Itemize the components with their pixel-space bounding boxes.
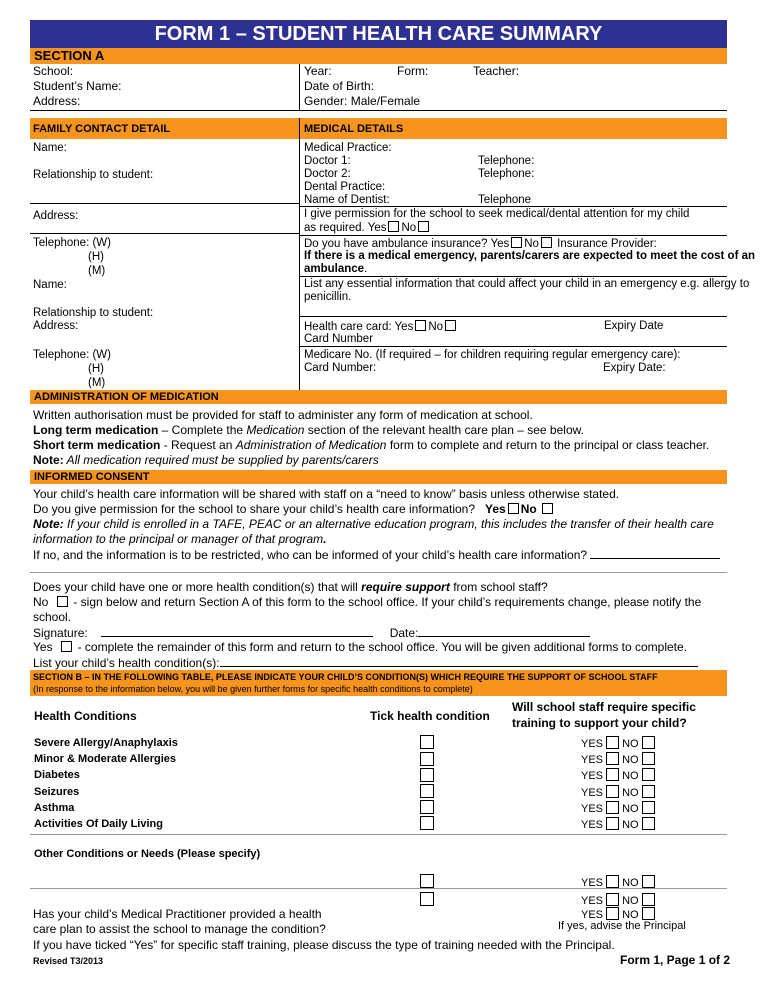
long-term-line: [33, 423, 584, 438]
no-label: NO: [622, 738, 639, 750]
training-col-header-1: Will school staff require specific: [512, 700, 696, 714]
consent-line1: Your child’s health care information will be shared with staff on a “need to know” basis unless otherwise stated.: [33, 487, 620, 501]
dentist-telephone[interactable]: Telephone: [478, 194, 532, 206]
dob-field[interactable]: Date of Birth:: [304, 79, 375, 93]
if-yes-advise-principal: If yes, advise the Principal: [558, 920, 686, 932]
health-card-yes-checkbox[interactable]: [415, 320, 426, 331]
no-label: NO: [622, 909, 639, 921]
medicare-label: Medicare No. (If required – for children requiring regular emergency care):: [304, 349, 681, 361]
consent-note-1: [33, 517, 714, 532]
condition-no-checkbox[interactable]: [57, 596, 68, 607]
condition-list-input[interactable]: [220, 655, 698, 667]
condition-list-label: List your child’s health condition(s):: [33, 656, 220, 670]
permission-text-1: I give permission for the school to seek medical/dental attention for my child: [304, 208, 690, 220]
ambulance-no-checkbox[interactable]: [541, 237, 552, 248]
divider: [300, 346, 727, 347]
no-label: NO: [622, 770, 639, 782]
condition-tick-checkbox[interactable]: [420, 784, 434, 798]
essential-info-2: penicillin.: [304, 291, 352, 303]
medical-practice[interactable]: Medical Practice:: [304, 142, 392, 154]
no-label: NO: [622, 895, 639, 907]
signature-label: Signature:: [33, 626, 88, 640]
other-conditions-label: Other Conditions or Needs (Please specify): [34, 848, 261, 860]
condition-tick-checkbox[interactable]: [420, 752, 434, 766]
medicare-card-number[interactable]: Card Number:: [304, 362, 377, 374]
training-yes-no: [581, 752, 655, 767]
essential-info-1[interactable]: List any essential information that could affect your child in an emergency e.g. allergy to: [304, 278, 750, 290]
no-checkbox[interactable]: [642, 752, 655, 765]
no-checkbox[interactable]: [642, 875, 655, 888]
consent-note-label: Note:: [33, 517, 64, 531]
family-name-2[interactable]: Name:: [33, 279, 67, 291]
revision-label: Revised T3/2013: [33, 956, 104, 966]
yes-label: YES: [581, 754, 604, 766]
no-checkbox[interactable]: [642, 785, 655, 798]
yes-checkbox[interactable]: [606, 785, 619, 798]
no-label: NO: [622, 819, 639, 831]
no-label: NO: [622, 803, 639, 815]
training-col-header-2: training to support your child?: [512, 716, 687, 730]
insurance-provider-label: Insurance Provider:: [557, 238, 657, 250]
no-checkbox[interactable]: [642, 736, 655, 749]
condition-question-a: Does your child have one or more health condition(s) that will: [33, 580, 362, 594]
yes-label: YES: [581, 877, 604, 889]
address-field[interactable]: Address:: [33, 94, 81, 108]
training-discussion-note: If you have ticked “Yes” for specific staff training, please discuss the type of training needed with the Principal.: [33, 938, 615, 952]
yes-label: YES: [581, 787, 604, 799]
dental-practice[interactable]: Dental Practice:: [304, 181, 386, 193]
yes-label: YES: [581, 738, 604, 750]
no-checkbox[interactable]: [642, 817, 655, 830]
consent-yes-label: Yes: [485, 502, 506, 516]
consent-no-checkbox[interactable]: [542, 503, 553, 514]
family-relationship-2[interactable]: Relationship to student:: [33, 307, 154, 319]
health-card-number[interactable]: Card Number: [304, 333, 374, 345]
emergency-note-ambulance: ambulance: [304, 263, 365, 275]
yes-label: YES: [581, 909, 604, 921]
family-telephone-h-1[interactable]: (H): [88, 251, 104, 263]
permission-no-checkbox[interactable]: [418, 221, 429, 232]
health-card-yes-label: Health care card: Yes: [304, 321, 414, 333]
condition-tick-checkbox[interactable]: [420, 768, 434, 782]
condition-question-c: from school staff?: [449, 580, 548, 594]
teacher-field[interactable]: Teacher:: [473, 64, 520, 78]
divider: [300, 206, 727, 207]
form-title: FORM 1 – STUDENT HEALTH CARE SUMMARY: [30, 20, 727, 48]
permission-line: [304, 221, 431, 235]
tick-condition-col-header: Tick health condition: [370, 709, 490, 723]
no-checkbox[interactable]: [642, 893, 655, 906]
condition-no-line: [33, 595, 701, 610]
gender-field[interactable]: Gender: Male/Female: [304, 94, 421, 108]
no-checkbox[interactable]: [642, 768, 655, 781]
page-number: Form 1, Page 1 of 2: [620, 953, 731, 967]
family-telephone-w-2[interactable]: Telephone: (W): [33, 349, 111, 361]
yes-checkbox[interactable]: [606, 893, 619, 906]
family-telephone-w-1[interactable]: Telephone: (W): [33, 237, 111, 249]
yes-checkbox[interactable]: [606, 752, 619, 765]
family-telephone-m-1[interactable]: (M): [88, 265, 106, 277]
medical-details-heading: MEDICAL DETAILS: [304, 123, 404, 135]
signature-line: [33, 625, 590, 641]
consent-yes-checkbox[interactable]: [508, 503, 519, 514]
divider: [30, 572, 727, 573]
doctor-1[interactable]: Doctor 1:: [304, 155, 351, 167]
other-condition-tick-checkbox[interactable]: [420, 892, 434, 906]
admin-med-line1: Written authorisation must be provided for staff to administer any form of medication at school.: [33, 408, 533, 422]
family-address-2[interactable]: Address:: [33, 320, 79, 332]
health-plan-question-2: care plan to assist the school to manage the condition?: [33, 922, 326, 936]
doctor-2-telephone[interactable]: Telephone:: [478, 168, 535, 180]
yes-checkbox[interactable]: [606, 736, 619, 749]
family-telephone-h-2[interactable]: (H): [88, 363, 104, 375]
health-card-no-label: No: [428, 321, 444, 333]
divider: [300, 235, 727, 236]
condition-no-label: No: [33, 595, 49, 609]
doctor-2[interactable]: Doctor 2:: [304, 168, 351, 180]
condition-list-line: [33, 655, 698, 671]
health-conditions-col-header: Health Conditions: [34, 709, 137, 723]
condition-no-text: - sign below and return Section A of this form to the school office. If your child’s requirements change, please notify the: [70, 595, 702, 609]
medication-note-text: All medication required must be supplied by parents/carers: [63, 453, 379, 467]
divider: [30, 110, 727, 111]
condition-tick-checkbox[interactable]: [420, 816, 434, 830]
yes-checkbox[interactable]: [606, 801, 619, 814]
divider: [299, 64, 300, 110]
yes-checkbox[interactable]: [606, 907, 619, 920]
divider: [30, 834, 727, 835]
condition-row-label: Diabetes: [34, 769, 80, 781]
school-field[interactable]: School:: [33, 64, 74, 78]
dentist-name[interactable]: Name of Dentist:: [304, 194, 390, 206]
family-telephone-m-2[interactable]: (M): [88, 377, 106, 389]
consent-restrict-line: [33, 547, 720, 563]
condition-tick-checkbox[interactable]: [420, 800, 434, 814]
year-field[interactable]: Year:: [304, 64, 332, 78]
admin-medication-heading: ADMINISTRATION OF MEDICATION: [30, 390, 727, 404]
condition-no-text2: school.: [33, 610, 72, 624]
training-yes-no: [581, 785, 655, 800]
medication-note-label: Note:: [33, 453, 64, 467]
section-b-heading: SECTION B – IN THE FOLLOWING TABLE, PLEASE INDICATE YOUR CHILD’S CONDITION(S) WHICH REQUIRE THE SUPPORT OF SCHOOL STAFF: [33, 672, 658, 682]
condition-row-label: Seizures: [34, 786, 80, 798]
other-training-yes-no: [581, 893, 655, 908]
health-plan-question-1: Has your child’s Medical Practitioner provided a health: [33, 907, 322, 921]
medication-note: [33, 453, 379, 468]
condition-tick-checkbox[interactable]: [420, 735, 434, 749]
condition-yes-line: [33, 640, 687, 655]
long-term-text-i: Medication: [246, 423, 305, 437]
form-field[interactable]: Form:: [397, 64, 429, 78]
divider: [30, 233, 299, 234]
divider: [300, 316, 727, 317]
training-yes-no: [581, 801, 655, 816]
condition-question: [33, 580, 548, 595]
short-term-text-a: - Request an: [160, 438, 236, 452]
long-term-text-c: section of the relevant health care plan – see below.: [304, 423, 584, 437]
health-card-expiry[interactable]: Expiry Date: [604, 320, 664, 332]
permission-yes-label: as required. Yes: [304, 222, 387, 234]
consent-note-text-2: information to the principal or manager of that program: [33, 532, 324, 546]
family-relationship-1[interactable]: Relationship to student:: [33, 169, 154, 181]
yes-label: YES: [581, 770, 604, 782]
consent-restrict-input[interactable]: [590, 547, 720, 559]
condition-yes-label: Yes: [33, 640, 53, 654]
condition-question-b: require support: [361, 580, 450, 594]
permission-no-label: No: [401, 222, 417, 234]
yes-checkbox[interactable]: [606, 768, 619, 781]
divider: [30, 888, 727, 889]
doctor-1-telephone[interactable]: Telephone:: [478, 155, 535, 167]
yes-label: YES: [581, 895, 604, 907]
informed-consent-heading: INFORMED CONSENT: [30, 470, 727, 484]
condition-row-label: Activities Of Daily Living: [34, 818, 163, 830]
family-address-1[interactable]: Address:: [33, 210, 79, 222]
short-term-line: [33, 438, 709, 453]
no-checkbox[interactable]: [642, 801, 655, 814]
permission-yes-checkbox[interactable]: [388, 221, 399, 232]
yes-checkbox[interactable]: [606, 817, 619, 830]
condition-yes-checkbox[interactable]: [61, 641, 72, 652]
no-label: NO: [622, 754, 639, 766]
consent-note-text: If your child is enrolled in a TAFE, PEAC or an alternative education program, this includes the transfer of their health care: [63, 517, 714, 531]
divider: [299, 118, 300, 390]
consent-restrict-question: If no, and the information is to be restricted, who can be informed of your child’s health care information?: [33, 548, 588, 562]
training-yes-no: [581, 768, 655, 783]
short-term-text-i: Administration of Medication: [235, 438, 387, 452]
training-yes-no: [581, 736, 655, 751]
date-input[interactable]: [418, 625, 590, 637]
ambulance-yes-checkbox[interactable]: [511, 237, 522, 248]
no-label: NO: [622, 877, 639, 889]
consent-note-2: information to the principal or manager of that program.: [33, 532, 327, 546]
short-term-text-c: form to complete and return to the principal or class teacher.: [386, 438, 710, 452]
emergency-note-2: ambulance.: [304, 263, 368, 275]
family-name-1[interactable]: Name:: [33, 142, 67, 154]
medicare-expiry[interactable]: Expiry Date:: [603, 362, 666, 374]
ambulance-yes-label: Do you have ambulance insurance? Yes: [304, 238, 510, 250]
yes-label: YES: [581, 803, 604, 815]
consent-no-label: No: [520, 502, 537, 516]
section-b-subheading: (In response to the information below, you will be given further forms for specific health conditions to complete): [33, 684, 473, 694]
ambulance-no-label: No: [524, 238, 539, 250]
long-term-label: Long term medication: [33, 423, 159, 437]
divider: [30, 203, 299, 204]
signature-input[interactable]: [101, 625, 373, 637]
divider: [300, 276, 727, 277]
condition-row-label: Asthma: [34, 802, 75, 814]
ambulance-line: [304, 237, 657, 251]
consent-question: Do you give permission for the school to share your child’s health care information?: [33, 502, 476, 516]
condition-row-label: Severe Allergy/Anaphylaxis: [34, 737, 178, 749]
long-term-text-a: – Complete the: [158, 423, 247, 437]
health-card-no-checkbox[interactable]: [445, 320, 456, 331]
student-name-field[interactable]: Student’s Name:: [33, 79, 122, 93]
yes-checkbox[interactable]: [606, 875, 619, 888]
condition-yes-text: - complete the remainder of this form and return to the school office. You will be given additional forms to complete.: [74, 640, 688, 654]
date-label: Date:: [389, 626, 419, 640]
emergency-note-1: If there is a medical emergency, parents/carers are expected to meet the cost of an: [304, 250, 756, 262]
section-a-heading: SECTION A: [30, 48, 727, 64]
other-condition-tick-checkbox[interactable]: [420, 874, 434, 888]
health-card-line: [304, 320, 458, 334]
short-term-label: Short term medication: [33, 438, 161, 452]
no-label: NO: [622, 787, 639, 799]
training-yes-no: [581, 817, 655, 832]
yes-label: YES: [581, 819, 604, 831]
family-contact-heading: FAMILY CONTACT DETAIL: [33, 123, 171, 135]
condition-row-label: Minor & Moderate Allergies: [34, 753, 177, 765]
consent-line2: [33, 502, 555, 517]
no-checkbox[interactable]: [642, 907, 655, 920]
